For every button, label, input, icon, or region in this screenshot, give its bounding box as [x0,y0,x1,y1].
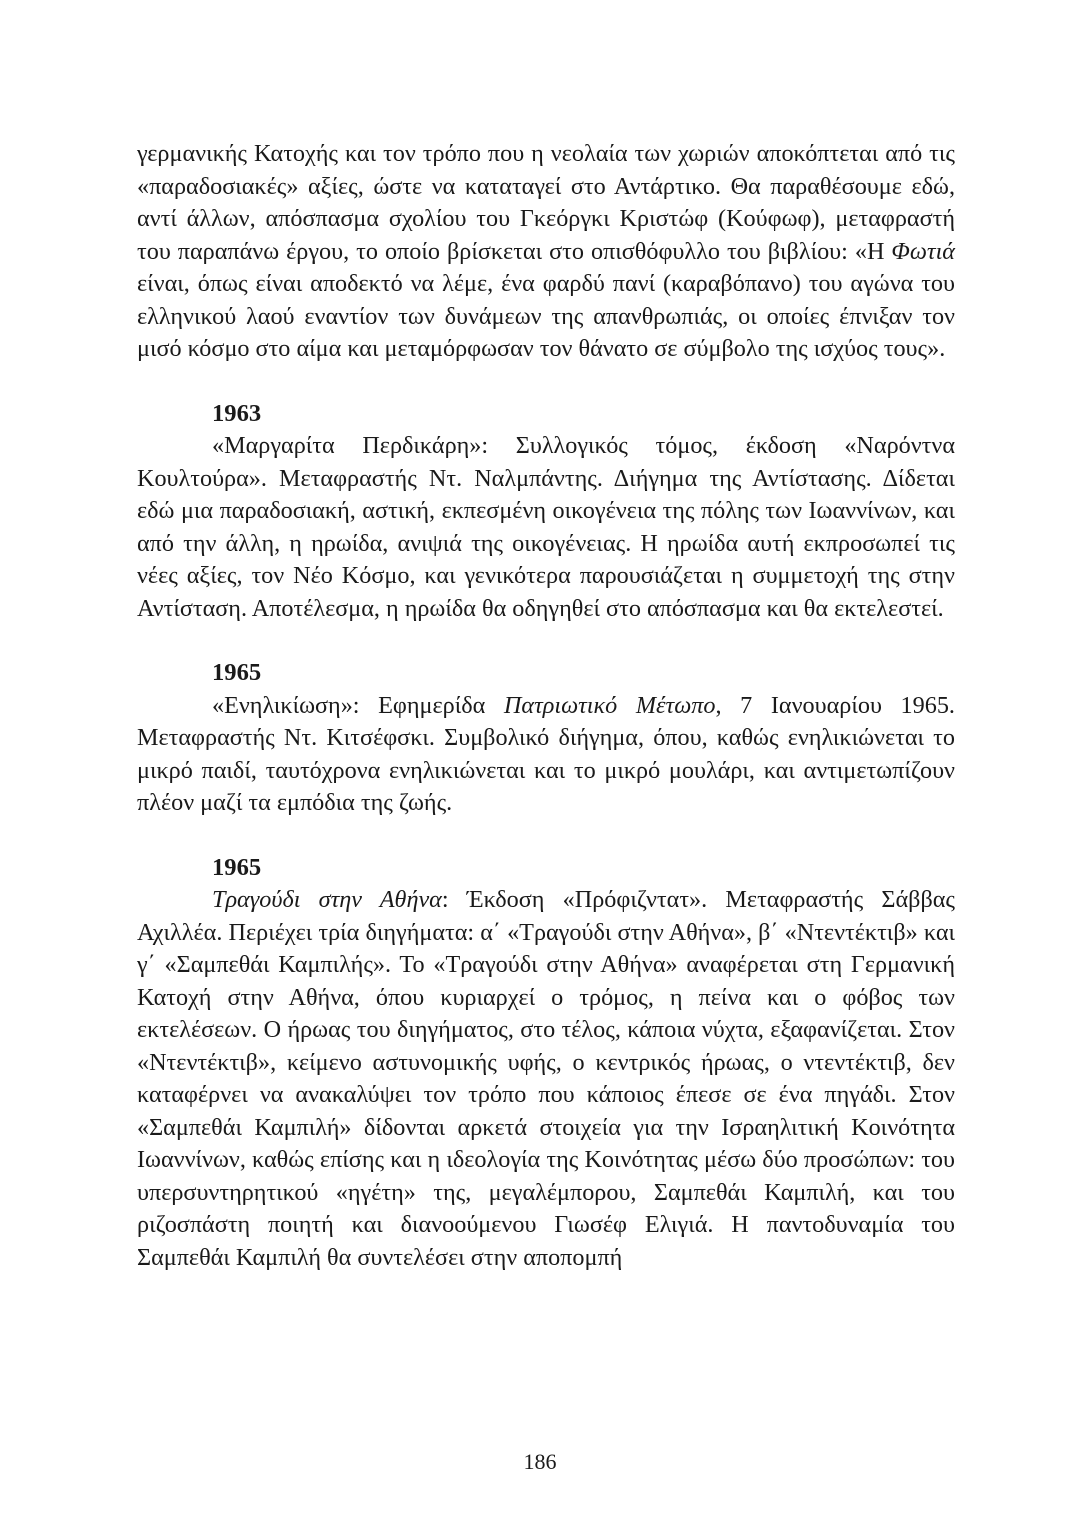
book-title-italic: Φωτιά [891,237,955,265]
intro-paragraph [137,138,955,366]
page-body [137,138,955,1274]
entry-text-end: , 7 Ιανουαρίου 1965. Μεταφραστής Ντ. Κιτσέφσκι. Συμβολικό διήγημα, όπου, καθώς ενηλικιώνεται το μικρό παιδί, ταυτόχρονα ενηλικιώνεται και το μικρό μουλάρι, και αντιμετωπίζουν πλέον μαζί τα εμπόδια της ζωής. [137,691,955,816]
book-title-italic: Τραγούδι στην Αθήνα [212,886,442,913]
entry-text-start: «Ενηλικίωση»: Εφημερίδα [212,691,504,719]
entry-paragraph-1963: «Μαργαρίτα Περδικάρη»: Συλλογικός τόμος, έκδοση «Ναρόντνα Κουλτούρα». Μεταφραστής Ντ. Ναλμπάντης. Διήγημα της Αντίστασης. Δίδεται εδώ μια παραδοσιακή, αστική, εκπεσμένη οικογένεια της πόλης των Ιωαννίνων, και από την άλλη, η ηρωίδα, ανιψιά της οικογένειας. Η ηρωίδα αυτή εκπροσωπεί τις νέες αξίες, τον Νέο Κόσμο, και γενικότερα παρουσιάζεται η συμμετοχή της στην Αντίσταση. Αποτέλεσμα, η ηρωίδα θα οδηγηθεί στο απόσπασμα και θα εκτελεστεί. [137,432,955,622]
entry-paragraph-1965-second [137,884,955,1274]
entry-text-end: : Έκδοση «Πρόφιζντατ». Μεταφραστής Σάββας Αχιλλέα. Περιέχει τρία διηγήματα: α΄ «Τραγούδι στην Αθήνα», β΄ «Ντεντέκτιβ» και γ΄ «Σαμπεθάι Καμπιλής». Το «Τραγούδι στην Αθήνα» αναφέρεται στη Γερμανική Κατοχή στην Αθήνα, όπου κυριαρχεί ο τρόμος, η πείνα και ο φόβος των εκτελέσεων. Ο ήρωας του διηγήματος, στο τέλος, κάποια νύχτα, εξαφανίζεται. Στον «Ντεντέκτιβ», κείμενο αστυνομικής υφής, ο κεντρικός ήρωας, ο ντεντέκτιβ, δεν καταφέρνει να ανακαλύψει τον τρόπο που κάποιος έπεσε σε ένα πηγάδι. Στον «Σαμπεθάι Καμπιλή» δίδονται αρκετά στοιχεία για την Ισραηλιτική Κοινότητα Ιωαννίνων, καθώς επίσης και η ιδεολογία της Κοινότητας μέσω δύο προσώπων: του υπερσυντηρητικού «ηγέτη» της, μεγαλέμπορου, Σαμπεθάι Καμπιλή, και του ριζοσπάστη ποιητή και διανοούμενου Γιωσέφ Ελιγιά. Η παντοδυναμία του Σαμπεθάι Καμπιλή θα συντελέσει στην αποπομπή [137,886,955,1271]
page-number: 186 [523,1449,557,1474]
intro-text-start: γερμανικής Κατοχής και τον τρόπο που η νεολαία των χωριών αποκόπτεται από τις «παραδοσιακές» αξίες, ώστε να καταταγεί στο Αντάρτικο. Θα παραθέσουμε εδώ, αντί άλλων, απόσπασμα σχολίου του Γκεόργκι Κριστώφ (Κούφωφ), μεταφραστή του παραπάνω έργου, το οποίο βρίσκεται στο οπισθόφυλλο του βιβλίου: «Η [137,140,955,265]
entry-year-1965-second: 1965 [212,853,262,881]
entry-year-1963: 1963 [212,399,262,427]
entry-year-1965-first: 1965 [212,659,262,686]
entry-paragraph-1965-first [137,690,955,820]
newspaper-title-italic: Πατριωτικό Μέτωπο [503,691,716,719]
intro-text-end: είναι, όπως είναι αποδεκτό να λέμε, ένα φαρδύ πανί (καραβόπανο) του αγώνα του ελληνικού λαού εναντίον των δυνάμεων της απανθρωπιάς, οι οποίες έπνιξαν τον μισό κόσμο στο αίμα και μεταμόρφωσαν τον θάνατο σε σύμβολο της ισχύος τους». [137,270,955,362]
